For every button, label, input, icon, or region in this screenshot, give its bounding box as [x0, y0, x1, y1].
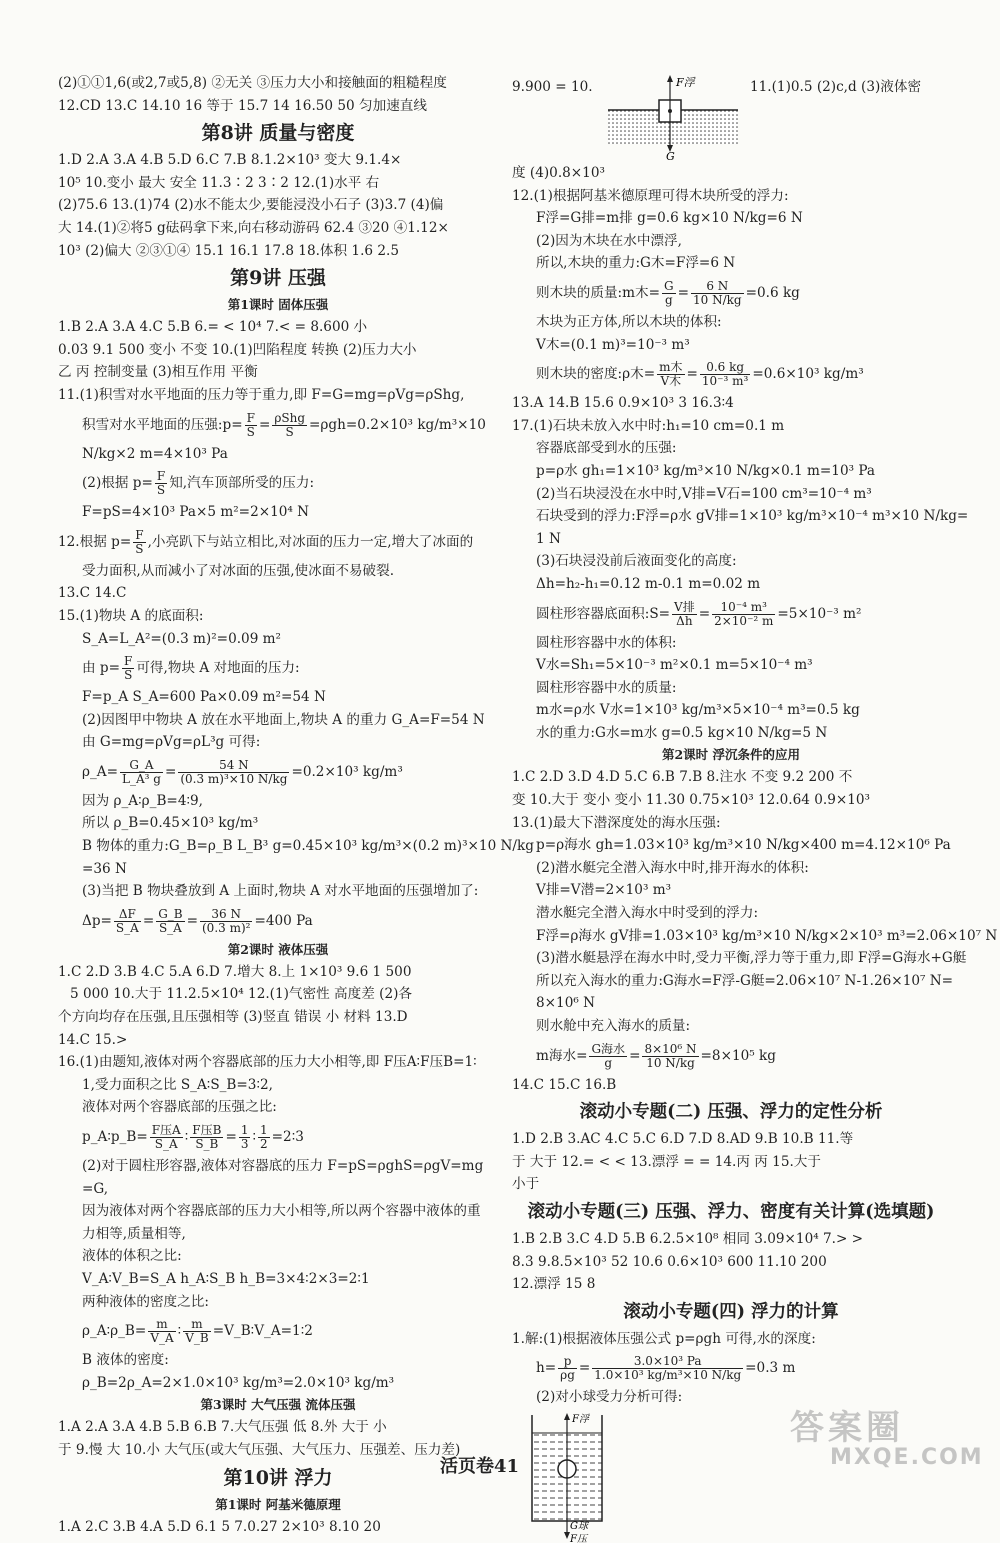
arrow-head-icon [667, 75, 673, 82]
formula-text: m海水= [536, 1047, 588, 1064]
numerator: m [183, 1318, 210, 1332]
text-line: 0.03 9.1 500 变小 不变 10.(1)凹陷程度 转换 (2)压力大小 [58, 341, 417, 358]
numerator: F [246, 410, 255, 425]
numerator: F [135, 527, 144, 542]
text-line: 于 大于 12.= < < 13.漂浮 = = 14.丙 丙 15.大于 [512, 1153, 821, 1170]
text-line: 于 9.慢 大 10.小 大气压(或大气压强、大气压力、压强差、压力差) [58, 1441, 461, 1458]
text-line: S_A=L_A²=(0.3 m)²=0.09 m² [82, 630, 282, 647]
text-line: 1.A 2.A 3.A 4.B 5.B 6.B 7.大气压强 低 8.外 大于 小 [58, 1419, 387, 1436]
numerator: F [156, 469, 166, 484]
text-line: 15.(1)物块 A 的底面积: [58, 607, 204, 624]
text-line: Δh=h₂-h₁=0.12 m-0.1 m=0.02 m [536, 575, 761, 592]
formula-text: =8×10⁵ kg [700, 1047, 776, 1064]
text-line: 12.漂浮 15 8 [512, 1276, 596, 1293]
text-line: F=pS=4×10³ Pa×5 m²=2×10⁴ N [82, 504, 310, 521]
text-line: 8×10⁶ N [536, 995, 596, 1012]
text-line: N/kg×2 m=4×10³ Pa [82, 445, 228, 462]
formula-text: 积雪对水平地面的压强:p= [82, 416, 243, 433]
numerator: 10⁻⁴ m³ [712, 601, 775, 615]
text-line: ρ_B=2ρ_A=2×1.0×10³ kg/m³=2.0×10³ kg/m³ [82, 1374, 395, 1391]
formula-text: =5×10⁻³ m² [777, 605, 862, 622]
text-line: m水=ρ水 V水=1×10³ kg/m³×5×10⁻⁴ m³=0.5 kg [536, 702, 860, 719]
formula-text: =0.3 m [745, 1360, 796, 1377]
denominator: 10 N/kg [693, 292, 742, 307]
numerator: G_A [120, 759, 163, 773]
formula-text: ρ_A∶ρ_B= [82, 1323, 147, 1340]
denominator: S_A [115, 920, 139, 935]
text-line: 13.A 14.B 15.6 0.9×10³ 3 16.3∶4 [512, 395, 734, 412]
text-line: 度 (4)0.8×10³ [512, 165, 605, 181]
denominator: 2×10⁻² m [714, 613, 774, 628]
formula-text: 知,汽车顶部所受的压力: [169, 475, 315, 492]
formula-line: 积雪对水平地面的压强:p= $\frac{F}{S}$ = $\frac{\text{ρShg}}{S}$ =ρgh=0.2×10³ kg/m³×10 [82, 410, 486, 439]
numerator: p [558, 1355, 577, 1369]
numerator: 0.6 kg [700, 361, 750, 375]
text-line: (2)对小球受力分析可得: [536, 1389, 683, 1406]
denominator: S_A [154, 1137, 178, 1151]
text-line: 乙 丙 控制变量 (3)相互作用 平衡 [58, 364, 258, 381]
formula-text: p_A∶p_B= [82, 1129, 148, 1145]
text-line: 所以充入海水的重力:G海水=F浮-G艇=2.06×10⁷ N-1.26×10⁷ N= [536, 972, 954, 989]
text-line: 1 N [536, 530, 561, 547]
formula-line [58, 524, 498, 560]
formula-line: m海水= $\frac{\text{G海水}}{g}$ = $\frac{\text{8×10⁶ N}}{10 N/kg}$ =8×10⁵ kg [536, 1041, 776, 1070]
section-heading: 第10讲 浮力 [223, 1466, 333, 1489]
formula-text: 则木块的密度:ρ木= [536, 366, 656, 383]
subsection-heading: 第1课时 固体压强 [227, 297, 329, 313]
text-line: 10⁵ 10.变小 最大 安全 11.3∶2 3∶2 12.(1)水平 右 [58, 174, 380, 191]
formula-line [58, 650, 498, 686]
text-line: (3)当把 B 物块叠放到 A 上面时,物块 A 对水平地面的压强增加了: [82, 883, 479, 900]
formula-line: ρ_A∶ρ_B= $\frac{m}{V\_A}$ ∶ $\frac{m}{V\_B}$ =V_B∶V_A=1∶2 [82, 1317, 313, 1346]
text-line: (3)石块浸没前后液面变化的高度: [536, 553, 737, 570]
denominator: g [604, 1055, 613, 1070]
subsection-heading: 第2课时 液体压强 [227, 941, 329, 957]
text-line: V_A∶V_B=S_A h_A∶S_B h_B=3×4∶2×3=2∶1 [82, 1270, 370, 1287]
formula-text: 圆柱形容器底面积:S= [536, 605, 671, 622]
denominator: V_A [150, 1331, 174, 1346]
text-line: F浮=ρ海水 gV排=1.03×10³ kg/m³×10 N/kg×2×10³ m³=2.06×10⁷ N [536, 927, 998, 944]
text-line: 14.C 15.> [58, 1031, 128, 1048]
formula-text: =V_B∶V_A=1∶2 [212, 1323, 313, 1340]
text-line: 大 14.(1)②将5 g砝码拿下来,向右移动游码 62.4 ③20 ④1.12× [58, 219, 449, 236]
section-heading: 滚动小专题(三) 压强、浮力、密度有关计算(选填题) [527, 1201, 935, 1222]
numerator: F压B [192, 1123, 222, 1137]
fraction [592, 1355, 743, 1382]
numerator: F [124, 654, 133, 669]
numerator: 6 N [691, 280, 744, 294]
formula-text: 可得,物块 A 对地面的压力: [136, 660, 300, 677]
text-line: 11.(1)积雪对水平地面的压力等于重力,即 F=G=mg=ρVg=ρShg, [58, 386, 465, 403]
fraction [700, 361, 750, 388]
text-line: 16.(1)由题知,液体对两个容器底部的压力大小相等,即 F压A∶F压B=1∶ [58, 1054, 477, 1071]
text-line: (2)①①1,6(或2,7或5,8) ②无关 ③压力大小和接触面的粗糙程度 [58, 75, 447, 91]
ball-in-container-figure [526, 1411, 616, 1543]
text-line: 12.CD 13.C 14.10 16 等于 15.7 14 16.50 50 匀加速直线 [58, 97, 427, 114]
fraction [245, 412, 257, 439]
text-line: 1.A 2.C 3.B 4.A 5.D 6.1 5 7.0.27 2×10³ 8.10 20 [58, 1518, 381, 1535]
fraction [200, 908, 252, 935]
formula-line: Δp= $\frac{\Delta F}{S\_A}$ = $\frac{G\_B}{S\_A}$ = $\frac{36 N}{\text{(0.3 m)²}}$ =400 Pa [82, 906, 313, 935]
fraction [133, 529, 145, 556]
denominator: g [664, 292, 673, 307]
fraction [589, 1043, 627, 1070]
numerator: 36 N [200, 908, 252, 922]
text-line: 水的重力:G水=m水 g=0.5 kg×10 N/kg=5 N [536, 724, 828, 741]
text-line: 液体的体积之比: [82, 1248, 182, 1265]
text-line: p=ρ海水 gh=1.03×10³ kg/m³×10 N/kg×400 m=4.12×10⁶ Pa [536, 837, 951, 854]
text-line: 8.3 9.8.5×10³ 52 10.6 0.6×10³ 600 11.10 200 [512, 1253, 827, 1270]
fraction [178, 759, 289, 786]
numerator: V排 [674, 599, 695, 614]
text-line: 1.C 2.D 3.B 4.C 5.A 6.D 7.增大 8.上 1×10³ 9.6 1 500 [58, 963, 412, 980]
subsection-heading: 第1课时 阿基米德原理 [215, 1496, 341, 1512]
numerator: G [664, 278, 674, 293]
subsection-heading: 第3课时 大气压强 流体压强 [200, 1397, 356, 1413]
text-line: 石块受到的浮力:F浮=ρ水 gV排=1×10³ kg/m³×10⁻⁴ m³×10 N/kg= [536, 508, 969, 525]
text-line: 1.C 2.D 3.D 4.D 5.C 6.B 7.B 8.注水 不变 9.2 200 不 [512, 769, 853, 786]
text-line: F浮=G排=m排 g=0.6 kg×10 N/kg=6 N [536, 210, 803, 227]
text-line: 个方向均存在压强,且压强相等 (3)竖直 错误 小 材料 13.D [58, 1009, 408, 1026]
text-line: 则水舱中充入海水的质量: [536, 1018, 691, 1034]
formula-line: 圆柱形容器底面积:S= $\frac{\text{V排}}{\Delta h}$ = $\frac{\text{10⁻⁴ m³}}{\text{2×10⁻² m}}$ =5×10⁻³ m² [536, 599, 862, 628]
watermark [790, 1400, 1000, 1480]
formula-text: 由 p= [82, 660, 121, 677]
watermark-text: 答案圈 [790, 1408, 904, 1448]
answer-row-with-figure [512, 72, 950, 162]
formula-text: (2)根据 p= [82, 475, 153, 492]
text-line: (3)潜水艇悬浮在海水中时,受力平衡,浮力等于重力,即 F浮=G海水+G艇 [536, 950, 967, 967]
denominator: (0.3 m)² [202, 920, 251, 935]
fraction [148, 1318, 175, 1345]
text-line: 17.(1)石块未放入水中时:h₁=10 cm=0.1 m [512, 417, 785, 434]
fraction [712, 601, 775, 628]
formula-text: =2∶3 [271, 1129, 304, 1145]
text-line: 两种液体的密度之比: [82, 1293, 209, 1310]
page-number: 活页卷41 [440, 1456, 520, 1477]
text-line: 11.(1)0.5 (2)c,d (3)液体密 [750, 79, 922, 95]
text-line: 1.B 2.A 3.A 4.C 5.B 6.= < 10⁴ 7.< = 8.600 小 [58, 319, 368, 336]
fraction [662, 280, 676, 307]
text-line: 因为液体对两个容器底部的压力大小相等,所以两个容器中液体的重 [82, 1203, 481, 1220]
fraction [272, 412, 307, 439]
formula-text: =0.6 kg [745, 284, 800, 301]
formula-text: =400 Pa [254, 912, 313, 929]
numerator: F压A [151, 1123, 181, 1137]
floating-block-figure [608, 74, 743, 163]
text-line: B 物体的重力:G_B=ρ_B L_B³ g=0.45×10³ kg/m³×(0.2 m)³×10 N/kg [82, 838, 534, 855]
fraction [156, 908, 184, 935]
text-line: 1.D 2.B 3.AC 4.C 5.C 6.D 7.D 8.AD 9.B 10.B 11.等 [512, 1131, 854, 1148]
text-line: V排=V潜=2×10³ m³ [536, 882, 672, 899]
text-line: 因为 ρ_A∶ρ_B=4∶9, [82, 792, 203, 809]
text-line: 13.C 14.C [58, 585, 127, 602]
denominator: 10 N/kg [646, 1055, 695, 1070]
denominator: S [285, 424, 294, 439]
text-line: 9.900 = 10. [512, 79, 593, 95]
denominator: Δh [676, 613, 693, 628]
fraction [258, 1124, 270, 1151]
text-line: =36 N [82, 860, 127, 877]
force-label: F压 [570, 1533, 587, 1543]
formula-text: h= [536, 1360, 557, 1377]
watermark-url: MXQE.COM [830, 1445, 984, 1470]
text-line: =G, [82, 1180, 109, 1197]
text-line: 1,受力面积之比 S_A∶S_B=3∶2, [82, 1076, 273, 1093]
formula-line: 则木块的密度:ρ木= $\frac{\text{m木}}{\text{V木}}$ = $\frac{0.6 kg}{\text{10⁻³ m³}}$ =0.6×10³ kg/m³ [536, 360, 864, 389]
text-line: 由 G=mg=ρVg=ρL³g 可得: [82, 734, 261, 751]
formula-line: 则木块的质量:m木= $\frac{G}{g}$ = $\frac{6 N}{10 N/kg}$ =0.6 kg [536, 278, 800, 307]
fraction [190, 1124, 223, 1151]
text-line: 所以 ρ_B=0.45×10³ kg/m³ [82, 815, 259, 832]
numerator: 1 [240, 1123, 249, 1137]
formula-text: ρ_A= [82, 763, 118, 780]
text-line: 12.(1)根据阿基米德原理可得木块所受的浮力: [512, 187, 789, 204]
formula-text: ,小亮趴下与站立相比,对冰面的压力一定,增大了冰面的 [147, 533, 474, 550]
force-label: F浮 [572, 1413, 589, 1425]
fraction [239, 1124, 251, 1151]
denominator: S [135, 541, 144, 556]
subsection-heading: 第2课时 浮沉条件的应用 [661, 747, 801, 763]
text-line: 潜水艇完全潜入海水中时受到的浮力: [536, 905, 759, 922]
denominator: 10⁻³ m³ [701, 374, 749, 389]
fraction [642, 1043, 698, 1070]
denominator: V_B [185, 1331, 209, 1346]
fraction [155, 470, 167, 497]
denominator: L_A³ g [122, 771, 161, 786]
formula-line: ρ_A= $\frac{G\_A}{\text{L\_A³ g}}$ = $\frac{54 N}{\text{(0.3 m)³×10 N/kg}}$ =0.2×10³ kg/m³ [82, 757, 403, 786]
denominator: (0.3 m)³×10 N/kg [180, 771, 288, 786]
text-line: 1.D 2.A 3.A 4.B 5.D 6.C 7.B 8.1.2×10³ 变大 9.1.4× [58, 152, 402, 169]
fraction [672, 601, 697, 628]
denominator: 2 [260, 1137, 268, 1151]
text-line: (2)因图甲中物块 A 放在水平地面上,物块 A 的重力 G_A=F=54 N [82, 711, 485, 728]
numerator: 54 N [178, 759, 289, 773]
section-heading: 滚动小专题(四) 浮力的计算 [623, 1301, 839, 1322]
numerator: m木 [659, 360, 683, 375]
text-line: (2)潜水艇完全潜入海水中时,排开海水的体积: [536, 859, 809, 876]
text-line: V木=(0.1 m)³=10⁻³ m³ [536, 336, 690, 353]
right-column [512, 72, 998, 1543]
text-line: 受力面积,从而减小了对冰面的压强,使冰面不易破裂. [82, 562, 395, 579]
text-line: p=ρ水 gh₁=1×10³ kg/m³×10 N/kg×0.1 m=10³ Pa [536, 462, 876, 479]
text-line: 容器底部受到水的压强: [536, 440, 677, 457]
text-line: (2)75.6 13.(1)74 (2)水不能太少,要能浸没小石子 (3)3.7 (4)偏 [58, 197, 444, 214]
numerator: 8×10⁶ N [644, 1041, 697, 1056]
section-heading: 第9讲 压强 [230, 267, 326, 290]
numerator: 1 [260, 1123, 268, 1137]
fraction [183, 1318, 210, 1345]
force-label: G [666, 150, 675, 163]
fraction [122, 655, 134, 682]
fraction [150, 1124, 183, 1151]
numerator: 3.0×10³ Pa [592, 1355, 743, 1369]
section-heading: 第8讲 质量与密度 [201, 122, 355, 145]
formula-text: 则木块的质量:m木= [536, 284, 661, 301]
denominator: V木 [660, 374, 682, 389]
fraction [657, 361, 684, 388]
text-line: 10³ (2)偏大 ②③①④ 15.1 16.1 17.8 18.体积 1.6 2.5 [58, 242, 399, 259]
text-line: 1.解:(1)根据液体压强公式 p=ρgh 可得,水的深度: [512, 1330, 816, 1347]
text-line: 13.(1)最大下潜深度处的海水压强: [512, 814, 721, 831]
fraction [114, 908, 141, 935]
text-line: 力相等,质量相等, [82, 1225, 186, 1242]
numerator: ρShg [274, 410, 306, 425]
denominator: S_A [158, 920, 182, 935]
text-line: (2)对于圆柱形容器,液体对容器底的压力 F=pS=ρghS=ρgV=mg [82, 1158, 484, 1174]
text-line: 变 10.大于 变小 变小 11.30 0.75×10³ 12.0.64 0.9×10³ [512, 792, 870, 809]
denominator: S [156, 483, 166, 498]
left-column [58, 72, 534, 1538]
denominator: S_B [195, 1137, 219, 1151]
text-line: (2)当石块浸没在水中时,V排=V石=100 cm³=10⁻⁴ m³ [536, 485, 872, 502]
text-line: 所以,木块的重力:G木=F浮=6 N [536, 255, 736, 272]
text-line: 14.C 15.C 16.B [512, 1076, 617, 1093]
text-line: F=p_A S_A=600 Pa×0.09 m²=54 N [82, 689, 326, 706]
arrow-head-icon [564, 1413, 570, 1420]
force-label: F浮 [676, 76, 695, 89]
denominator: S [246, 424, 255, 439]
numerator: ΔF [114, 908, 141, 922]
section-heading: 滚动小专题(二) 压强、浮力的定性分析 [579, 1102, 883, 1123]
text-line: B 液体的密度: [82, 1352, 169, 1369]
text-line: 5 000 10.大于 11.2.5×10⁴ 12.(1)气密性 高度差 (2)各 [70, 986, 412, 1003]
formula-text: =0.6×10³ kg/m³ [752, 366, 864, 383]
text-line: (2)因为木块在水中漂浮, [536, 232, 682, 249]
denominator: 3 [240, 1137, 249, 1151]
formula-text: 12.根据 p= [58, 533, 132, 550]
denominator: S [124, 668, 133, 683]
denominator: 1.0×10³ kg/m³×10 N/kg [594, 1368, 742, 1383]
numerator: G海水 [591, 1041, 626, 1056]
text-line: 小于 [512, 1176, 540, 1193]
text-line: 圆柱形容器中水的质量: [536, 679, 677, 696]
formula-line: h= $\frac{p}{\rho g}$ = $\frac{\text{3.0×10³ Pa}}{\text{1.0×10³ kg/m³×10 N/kg}}$ =0.3 m [536, 1354, 796, 1383]
text-line: 木块为正方体,所以木块的体积: [536, 313, 722, 330]
text-line: 1.B 2.B 3.C 4.D 5.B 6.2.5×10⁸ 相同 3.09×10⁴ 7.> > [512, 1230, 864, 1247]
formula-text: Δp= [82, 912, 112, 929]
fraction [691, 280, 744, 307]
formula-text: =ρgh=0.2×10³ kg/m³×10 [309, 416, 486, 433]
formula-line [58, 465, 498, 501]
fraction [120, 759, 163, 786]
numerator: m [148, 1318, 175, 1332]
formula-line: p_A∶p_B= $\frac{\text{F压A}}{S\_A}$ ∶ $\frac{\text{F压B}}{S\_B}$ = $\frac{1}{3}$ ∶ $\frac{1}{2}$ =2∶3 [82, 1123, 304, 1151]
denominator: ρg [560, 1368, 575, 1383]
force-label: G球 [570, 1520, 588, 1532]
fraction [558, 1355, 577, 1382]
text-line: V水=Sh₁=5×10⁻³ m²×0.1 m=5×10⁻⁴ m³ [536, 657, 813, 674]
text-line: 圆柱形容器中水的体积: [536, 634, 677, 651]
numerator: G_B [158, 906, 183, 921]
formula-text: =0.2×10³ kg/m³ [291, 763, 403, 780]
text-line: 液体对两个容器底部的压强之比: [82, 1099, 277, 1116]
